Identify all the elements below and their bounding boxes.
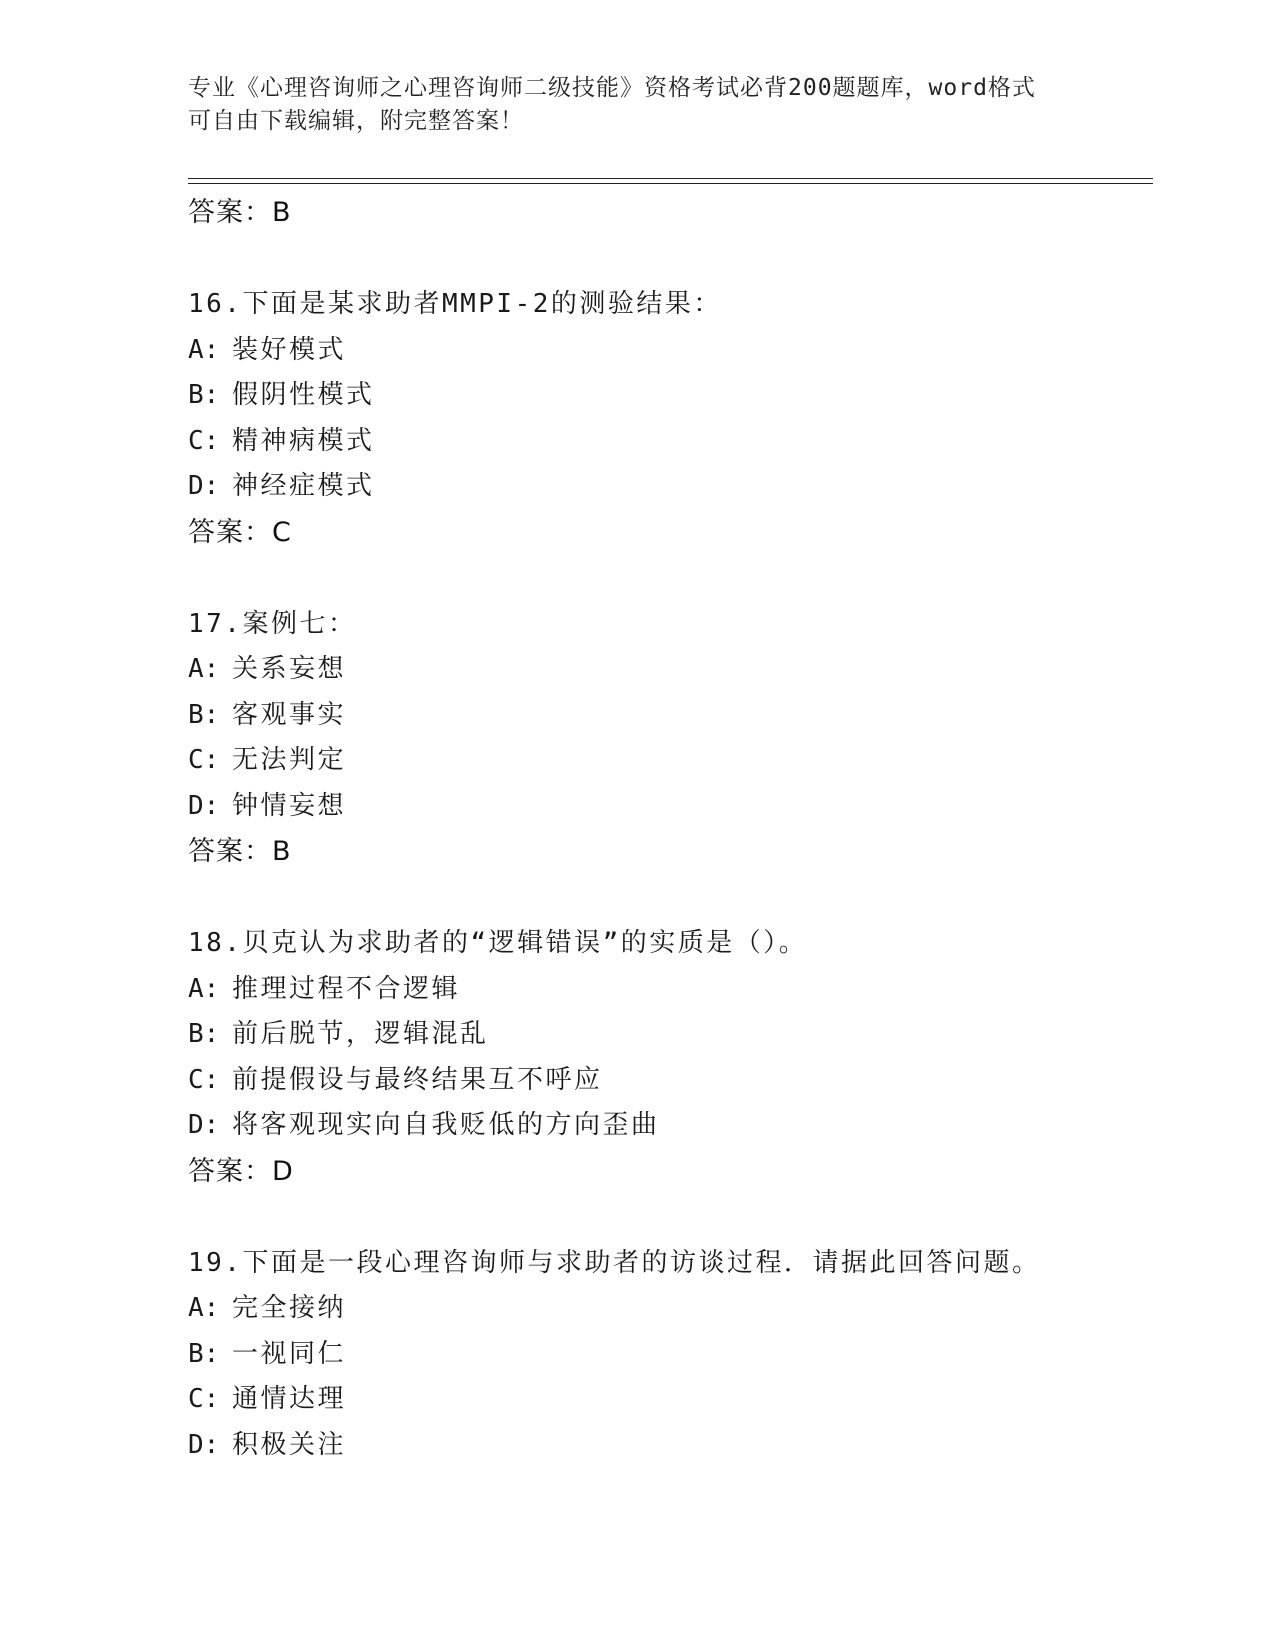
option-letter: B:	[188, 1019, 220, 1049]
option-letter: A:	[188, 973, 220, 1004]
question-title: 16.下面是某求助者MMPI-2的测验结果：	[188, 289, 722, 319]
option-a	[188, 647, 1148, 693]
option-letter: C:	[188, 425, 220, 456]
option-d	[188, 784, 1148, 830]
option-c	[188, 1377, 1148, 1423]
answer-line: 答案：B	[188, 197, 292, 228]
option-text: 客观事实	[232, 699, 347, 730]
option-d	[188, 1423, 1148, 1469]
option-text: 神经症模式	[232, 471, 375, 501]
option-letter: D:	[188, 1110, 220, 1140]
question-18	[188, 921, 1148, 1241]
answer-line: 答案：B	[188, 836, 292, 867]
option-letter: D:	[188, 1429, 220, 1460]
option-a	[188, 1286, 1148, 1332]
option-b	[188, 373, 1148, 419]
option-text: 关系妄想	[232, 654, 347, 684]
option-letter: A:	[188, 654, 220, 684]
option-letter: C:	[188, 1064, 220, 1095]
header-line-2: 可自由下载编辑，附完整答案！	[188, 108, 524, 134]
answer-line: 答案：D	[188, 1155, 294, 1187]
spacer	[188, 236, 1148, 282]
option-letter: C:	[188, 745, 220, 775]
option-b	[188, 1012, 1148, 1058]
spacer	[188, 556, 1148, 602]
question-19	[188, 1241, 1148, 1469]
option-letter: D:	[188, 471, 220, 501]
question-title: 19.下面是一段心理咨询师与求助者的访谈过程．请据此回答问题。	[188, 1247, 1041, 1278]
option-letter: A:	[188, 334, 220, 365]
option-letter: B:	[188, 699, 220, 730]
answer-line: 答案：C	[188, 516, 292, 548]
spacer	[188, 1195, 1148, 1241]
option-c	[188, 419, 1148, 465]
option-text: 装好模式	[232, 334, 347, 365]
option-b	[188, 693, 1148, 739]
option-text: 无法判定	[232, 745, 347, 775]
option-letter: B:	[188, 380, 220, 410]
option-letter: B:	[188, 1338, 220, 1369]
option-text: 通情达理	[232, 1384, 347, 1414]
option-text: 积极关注	[232, 1429, 347, 1460]
question-17	[188, 602, 1148, 922]
option-text: 精神病模式	[232, 425, 375, 456]
option-text: 一视同仁	[232, 1338, 347, 1369]
header-rule-bottom	[188, 183, 1153, 184]
option-text: 将客观现实向自我贬低的方向歪曲	[232, 1110, 660, 1140]
option-d	[188, 1103, 1148, 1149]
question-16	[188, 282, 1148, 602]
option-letter: D:	[188, 790, 220, 821]
option-text: 前后脱节，逻辑混乱	[232, 1019, 489, 1049]
option-b	[188, 1332, 1148, 1378]
option-c	[188, 738, 1148, 784]
question-list	[188, 190, 1148, 1468]
option-d	[188, 464, 1148, 510]
option-text: 前提假设与最终结果互不呼应	[232, 1064, 603, 1095]
header-line-1: 专业《心理咨询师之心理咨询师二级技能》资格考试必背200题题库，word格式	[188, 75, 1036, 101]
option-a	[188, 967, 1148, 1013]
option-a	[188, 328, 1148, 374]
option-letter: A:	[188, 1293, 220, 1323]
option-text: 钟情妄想	[232, 790, 347, 821]
option-letter: C:	[188, 1384, 220, 1414]
option-text: 推理过程不合逻辑	[232, 973, 461, 1004]
question-title: 18.贝克认为求助者的“逻辑错误”的实质是（）。	[188, 928, 808, 958]
document-header	[188, 72, 1088, 138]
option-text: 假阴性模式	[232, 380, 375, 410]
header-rule-top	[188, 178, 1153, 179]
option-text: 完全接纳	[232, 1293, 347, 1323]
spacer	[188, 875, 1148, 921]
option-c	[188, 1058, 1148, 1104]
question-title: 17.案例七：	[188, 608, 357, 639]
